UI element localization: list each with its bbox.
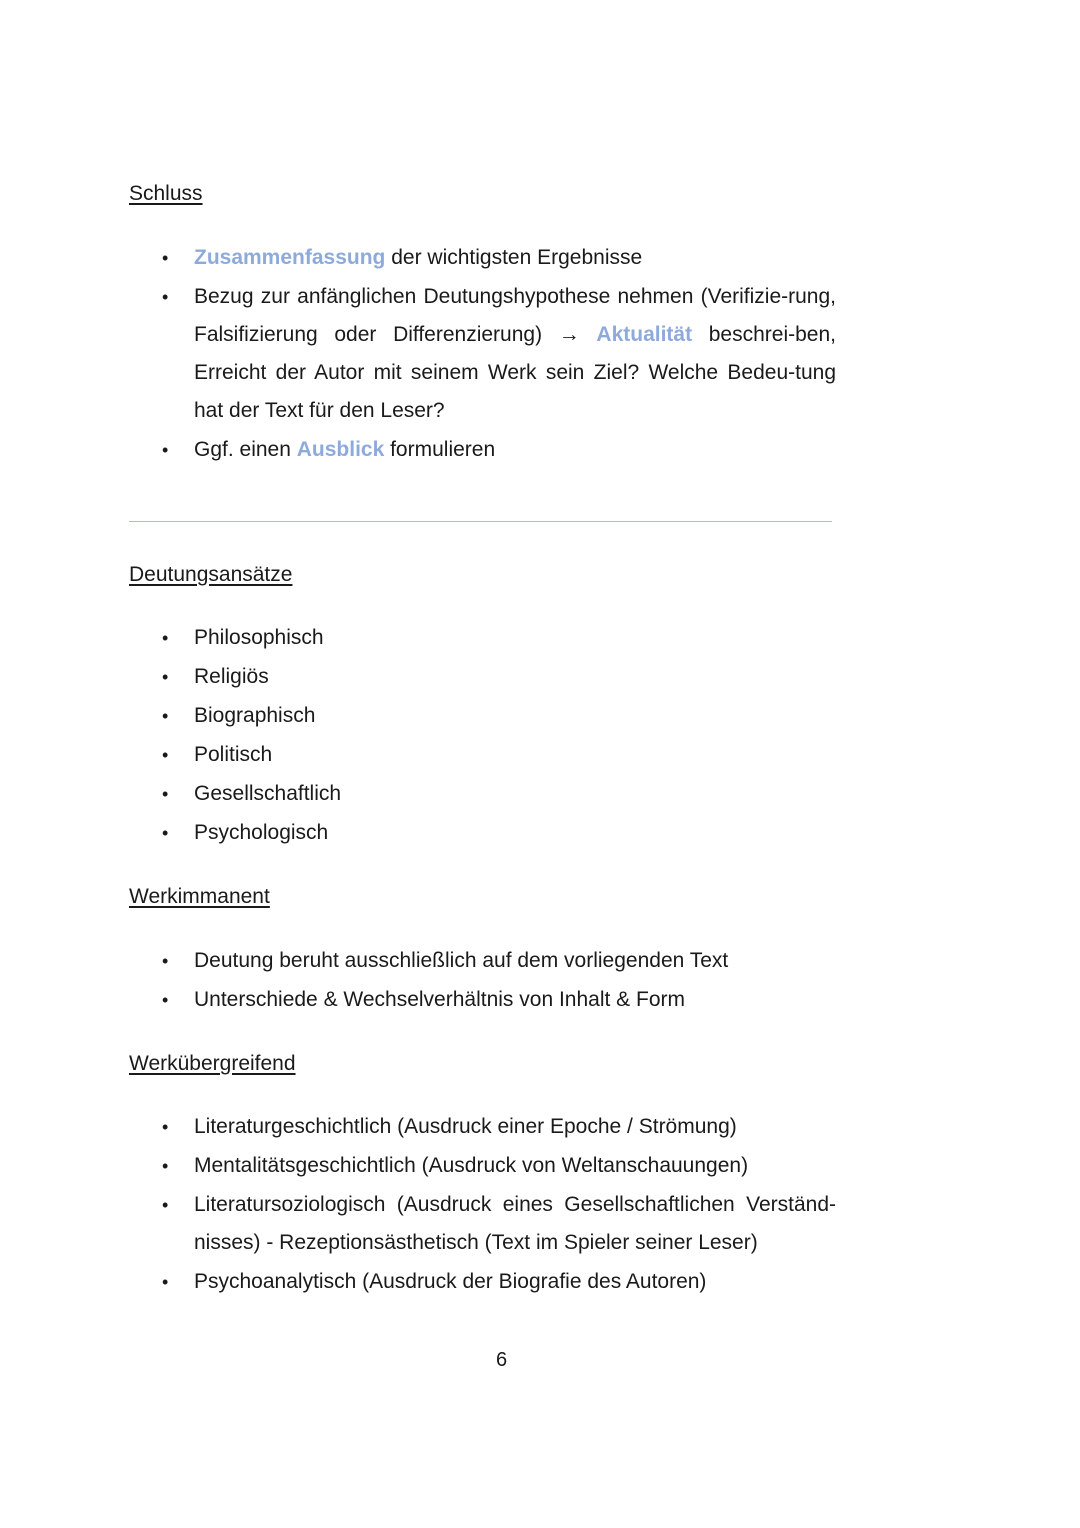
list-item-text: der wichtigsten Ergebnisse [385,246,643,269]
bullet-icon: • [162,287,169,307]
list-item-text: Mentalitätsgeschichtlich (Ausdruck von Weltanschauungen) [194,1154,749,1177]
bullet-icon: • [162,248,169,268]
section-heading-deutungsansaetze: Deutungsansätze [129,563,293,586]
bullet-icon: • [162,823,169,843]
page-number: 6 [495,1349,508,1371]
bullet-icon: • [162,951,169,971]
horizontal-divider [129,521,832,522]
list-item-text: Literaturgeschichtlich (Ausdruck einer Epoche / Strömung) [194,1115,737,1138]
bullet-icon: • [162,706,169,726]
list-item-text: Unterschiede & Wechselverhältnis von Inhalt & Form [194,988,685,1011]
list-item [160,1186,836,1262]
list-item-text: Gesellschaftlich [194,782,342,805]
list-item [160,1263,836,1301]
list-item [160,431,836,469]
deutungsansaetze-list [160,619,836,853]
highlight-ausblick: Ausblick [296,438,385,461]
section-heading-werkuebergreifend: Werkübergreifend [129,1052,296,1075]
list-item [160,658,836,696]
list-item [160,619,836,657]
werkimmanent-list [160,942,836,1020]
bullet-icon: • [162,628,169,648]
list-item-text: Politisch [194,743,273,766]
list-item-text: Psychoanalytisch (Ausdruck der Biografie des Autoren) [194,1270,707,1293]
list-item [160,775,836,813]
list-item-text: Religiös [194,665,269,688]
bullet-icon: • [162,1156,169,1176]
bullet-icon: • [162,745,169,765]
bullet-icon: • [162,440,169,460]
bullet-icon: • [162,990,169,1010]
bullet-icon: • [162,667,169,687]
list-item-text: beschrei-ben, Erreicht der Autor mit seinem Werk sein Ziel? Welche Bedeu-tung hat der Text für den Leser? [194,323,836,422]
list-item-text: Biographisch [194,704,316,727]
list-item [160,1108,836,1146]
werkuebergreifend-list [160,1108,836,1302]
bullet-icon: • [162,1195,169,1215]
list-item-text: Philosophisch [194,626,324,649]
list-item [160,942,836,980]
list-item-text: Ggf. einen [194,438,297,461]
list-item-text: Bezug zur anfänglichen Deutungshypothese nehmen (Verifizie-rung, Falsifizierung oder Differenzierung) → [194,285,836,346]
bullet-icon: • [162,784,169,804]
list-item-text: formulieren [384,438,496,461]
list-item-text: Literatursoziologisch (Ausdruck eines Gesellschaftlichen Verständ-nisses) - Rezeptionsästhetisch (Text im Spieler seiner Leser) [194,1193,836,1254]
list-item-text: Psychologisch [194,821,329,844]
section-heading-schluss: Schluss [129,182,203,205]
list-item [160,736,836,774]
schluss-list [160,239,836,470]
highlight-aktualitaet: Aktualität [596,323,693,346]
list-item [160,278,836,430]
list-item-text: Deutung beruht ausschließlich auf dem vorliegenden Text [194,949,729,972]
list-item [160,1147,836,1185]
list-item [160,697,836,735]
list-item [160,981,836,1019]
bullet-icon: • [162,1272,169,1292]
highlight-zusammenfassung: Zusammenfassung [194,246,386,269]
bullet-icon: • [162,1117,169,1137]
section-heading-werkimmanent: Werkimmanent [129,885,270,908]
list-item [160,239,836,277]
list-item [160,814,836,852]
